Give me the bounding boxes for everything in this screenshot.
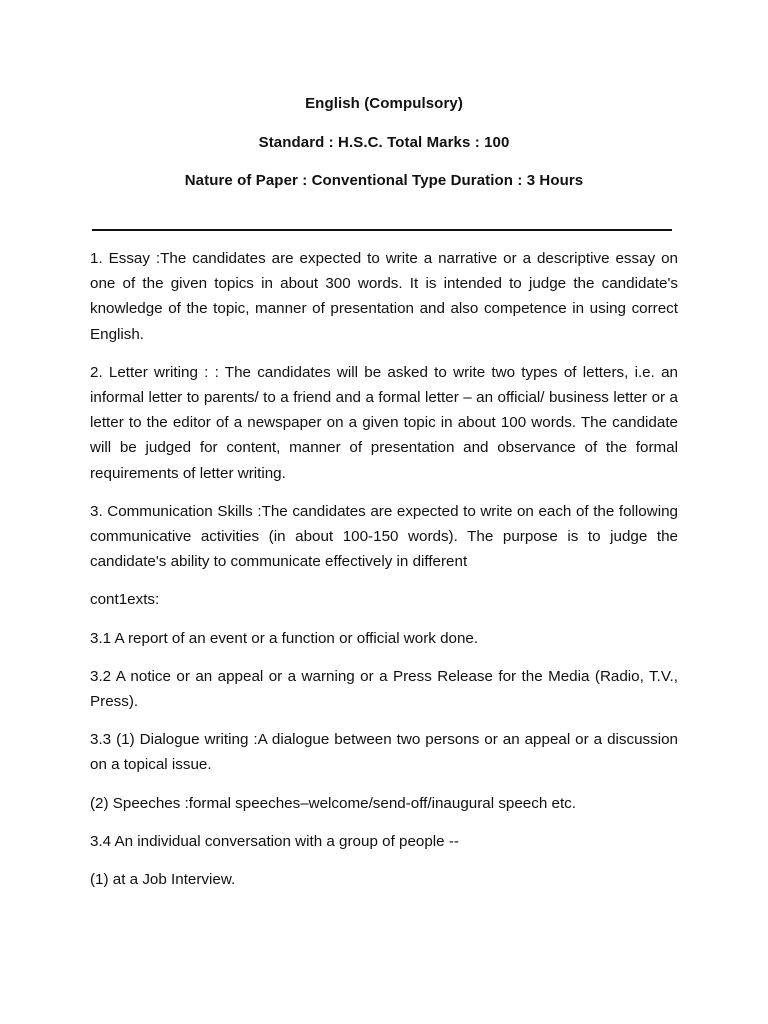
paragraph-3-4: 3.4 An individual conversation with a group of people -- xyxy=(90,832,459,850)
paragraph-job-interview: (1) at a Job Interview. xyxy=(90,871,236,889)
document-title: English (Compulsory) xyxy=(305,95,463,112)
paragraph-3-2: 3.2 A notice or an appeal or a warning or a Press Release for the Media (Radio, T.V., Press). xyxy=(90,667,678,711)
separator-rule xyxy=(92,229,672,231)
paragraph-3-1: 3.1 A report of an event or a function or official work done. xyxy=(90,629,479,647)
paragraph-communication-skills: 3. Communication Skills :The candidates are expected to write on each of the following communicative activities (in about 100-150 words). The purpose is to judge the candidate's ability to communicate effectively in different xyxy=(90,502,678,571)
nature-duration-line: Nature of Paper : Conventional Type Duration : 3 Hours xyxy=(184,172,584,189)
paragraph-3-3: 3.3 (1) Dialogue writing :A dialogue between two persons or an appeal or a discussion on a topical issue. xyxy=(90,731,678,774)
document-body xyxy=(90,246,678,905)
paragraph-contexts: cont1exts: xyxy=(90,591,160,609)
paragraph-essay: 1. Essay :The candidates are expected to write a narrative or a descriptive essay on one of the given topics in about 300 words. It is intended to judge the candidate's knowledge of the topic, manner of presentation and also competence in using correct English. xyxy=(90,250,678,343)
paragraph-letter-writing: 2. Letter writing : : The candidates will be asked to write two types of letters, i.e. an informal letter to parents/ to a friend and a formal letter – an official/ business letter or a letter to the editor of a newspaper on a given topic in about 100 words. The candidate will be judged for content, manner of presentation and observance of the formal requirements of letter writing. xyxy=(90,363,678,482)
paragraph-speeches: (2) Speeches :formal speeches–welcome/send-off/inaugural speech etc. xyxy=(90,794,576,812)
standard-marks-line: Standard : H.S.C. Total Marks : 100 xyxy=(258,134,510,151)
